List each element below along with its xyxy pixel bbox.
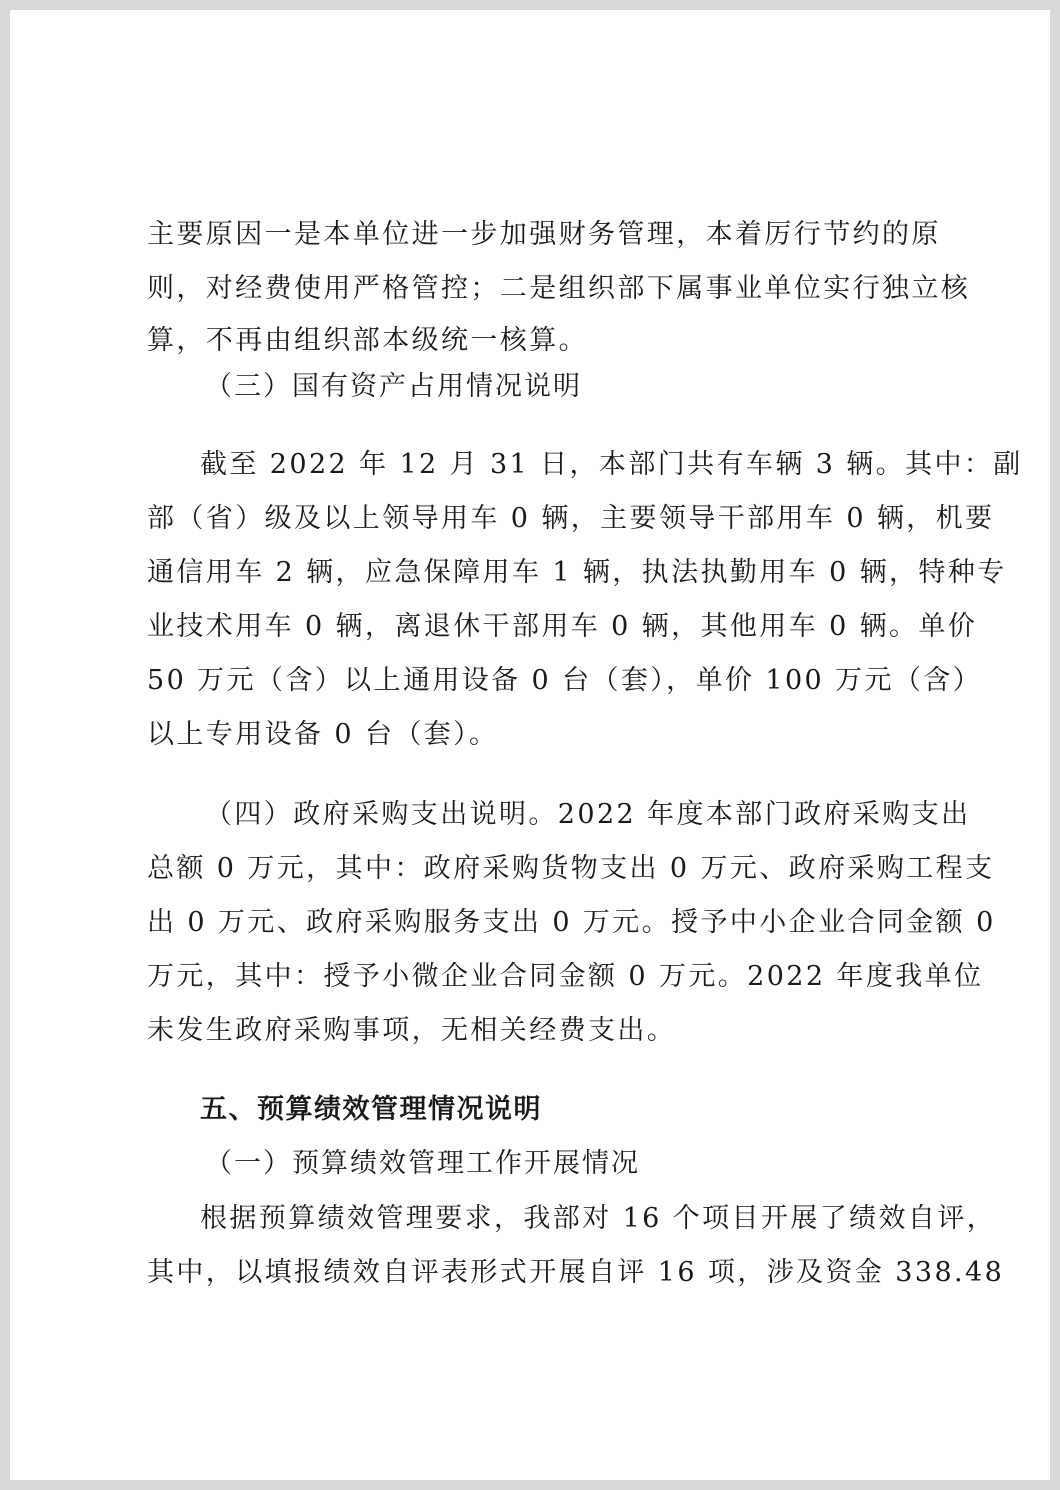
paragraph-line: 通信用车 2 辆，应急保障用车 1 辆，执法执勤用车 0 辆，特种专 [147,557,1007,588]
section-heading-assets: （三）国有资产占用情况说明 [205,371,582,402]
paragraph-line: 以上专用设备 0 台（套）。 [147,719,499,750]
paragraph-line: 主要原因一是本单位进一步加强财务管理，本着厉行节约的原 [147,219,941,250]
paragraph-line: （四）政府采购支出说明。2022 年度本部门政府采购支出 [205,799,971,830]
subsection-heading-performance-work: （一）预算绩效管理工作开展情况 [205,1148,640,1179]
paragraph-line: 业技术用车 0 辆，离退休干部用车 0 辆，其他用车 0 辆。单价 [147,611,978,642]
paragraph-line: 总额 0 万元，其中：政府采购货物支出 0 万元、政府采购工程支 [147,853,995,884]
paragraph-line: 万元，其中：授予小微企业合同金额 0 万元。2022 年度我单位 [147,961,984,992]
paragraph-line: 出 0 万元、政府采购服务支出 0 万元。授予中小企业合同金额 0 [147,907,996,938]
paragraph-line: 未发生政府采购事项，无相关经费支出。 [147,1015,677,1046]
paragraph-line: 算，不再由组织部本级统一核算。 [147,325,588,356]
paragraph-line: 部（省）级及以上领导用车 0 辆，主要领导干部用车 0 辆，机要 [147,503,995,534]
paragraph-line: 根据预算绩效管理要求，我部对 16 个项目开展了绩效自评， [200,1203,997,1234]
section-heading-performance: 五、预算绩效管理情况说明 [200,1094,542,1125]
paragraph-line: 则，对经费使用严格管控；二是组织部下属事业单位实行独立核 [147,273,971,304]
paragraph-line: 其中，以填报绩效自评表形式开展自评 16 项，涉及资金 338.48 [147,1257,1005,1288]
paragraph-line: 截至 2022 年 12 月 31 日，本部门共有车辆 3 辆。其中：副 [200,449,1023,480]
document-page [10,10,1050,1480]
paragraph-line: 50 万元（含）以上通用设备 0 台（套），单价 100 万元（含） [147,665,983,696]
